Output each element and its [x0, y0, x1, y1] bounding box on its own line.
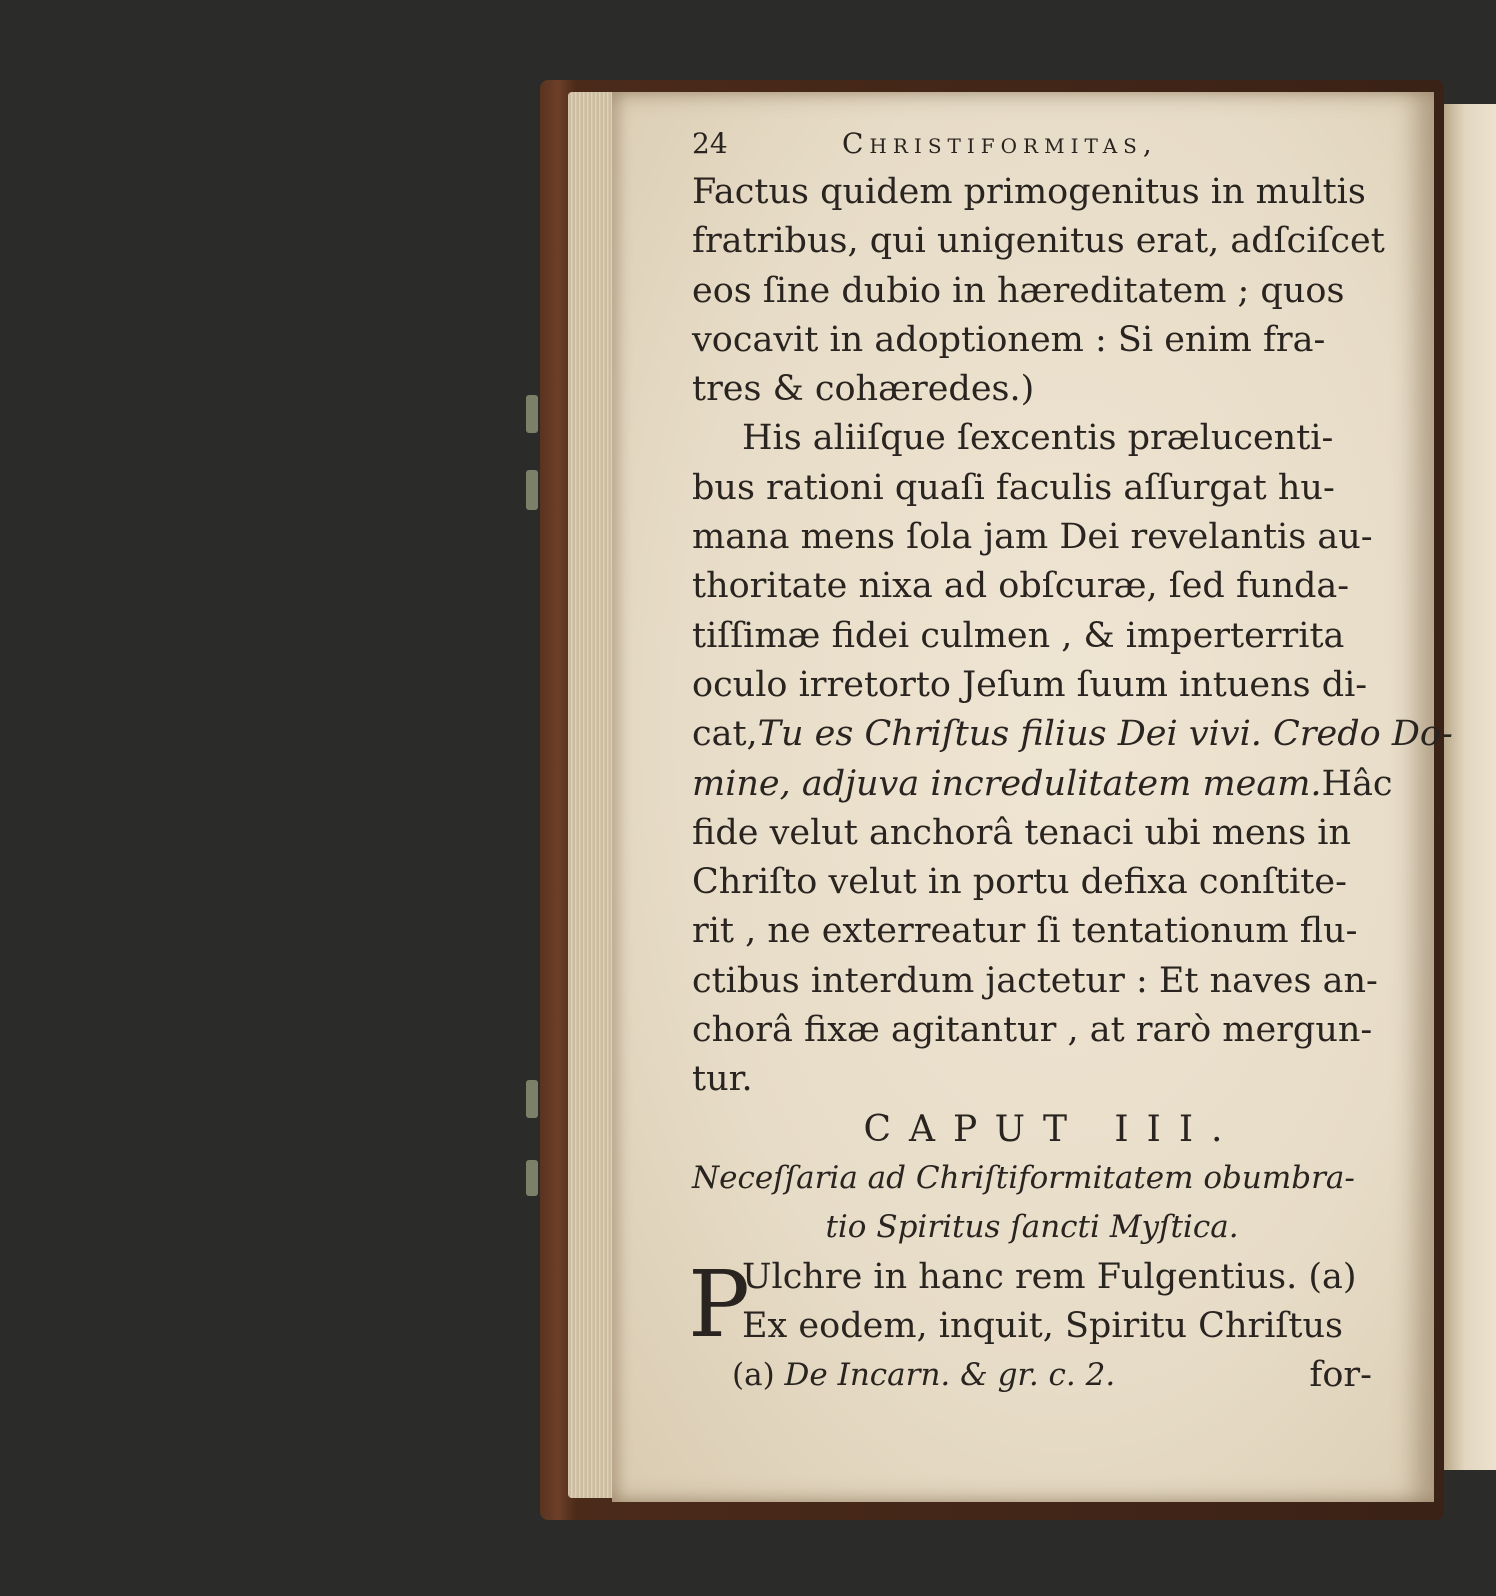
text-line: vocavit in adoptionem : Si enim fra- — [692, 319, 1326, 360]
facing-page-edge — [1444, 104, 1496, 1470]
binding-clasp — [526, 395, 538, 433]
text-line: tres & cohæredes.) — [692, 369, 1035, 410]
text-line: rit , ne exterreatur ſi tentationum flu- — [692, 911, 1358, 952]
binding-clasp — [526, 1160, 538, 1196]
text-line: His aliiſque ſexcentis prælucenti- — [742, 418, 1334, 459]
footnote-marker: (a) — [732, 1357, 775, 1394]
chapter-subtitle: Neceſſaria ad Chriſtiformitatem obumbra- — [692, 1159, 1355, 1196]
page-header — [692, 124, 1372, 168]
text-line: tur. — [692, 1059, 753, 1100]
text-line: Factus quidem primogenitus in multis — [692, 172, 1366, 212]
text-line: ctibus interdum jactetur : Et naves an- — [692, 960, 1378, 1001]
footnote-text: De Incarn. & gr. c. 2. — [784, 1357, 1116, 1394]
text-line: bus rationi quaſi faculis aſſurgat hu- — [692, 467, 1335, 508]
page-edges — [568, 92, 616, 1498]
text-line: oculo irretorto Jeſum ſuum intuens di- — [692, 664, 1368, 705]
text-roman: cat, — [692, 714, 758, 755]
text-line: eos ſine dubio in hæreditatem ; quos — [692, 270, 1345, 311]
text-line: tiſſimæ fidei culmen , & imperterrita — [692, 615, 1345, 656]
text-italic: mine, adjuva incredulitatem meam. — [692, 763, 1322, 804]
catchword: for- — [1309, 1355, 1372, 1396]
text-line: fratribus, qui unigenitus erat, adſciſcet — [692, 221, 1385, 262]
page-text — [688, 124, 1453, 1400]
text-italic: Tu es Chriſtus filius Dei vivi. Credo Do- — [757, 714, 1453, 755]
text-line-mixed — [692, 710, 1453, 759]
footnote — [732, 1351, 1115, 1400]
binding-clasp — [526, 1080, 538, 1118]
text-line: Ex eodem, inquit, Spiritu Chriſtus — [742, 1305, 1343, 1346]
text-line: thoritate nixa ad obſcuræ, ſed funda- — [692, 566, 1350, 607]
text-roman: Hâc — [1321, 763, 1393, 804]
text-line: chorâ fixæ agitantur , at rarò mergun- — [692, 1010, 1373, 1051]
chapter-subtitle: tio Spiritus ſancti Myſtica. — [825, 1209, 1239, 1246]
footnote-line — [692, 1351, 1372, 1400]
text-line: fide velut anchorâ tenaci ubi mens in — [692, 812, 1351, 853]
drop-cap: P — [688, 1250, 750, 1358]
page-number: 24 — [692, 126, 728, 160]
chapter-heading: CAPUT III. — [863, 1108, 1241, 1150]
running-head: Christiformitas, — [842, 126, 1158, 160]
text-roman: Ulchre in hanc rem Fulgentius. (a) — [742, 1256, 1357, 1297]
text-line: Chriſto velut in portu defixa conſtite- — [692, 862, 1347, 903]
text-line: mana mens ſola jam Dei revelantis au- — [692, 517, 1373, 558]
text-line-mixed — [692, 760, 1393, 809]
binding-clasp — [526, 470, 538, 510]
